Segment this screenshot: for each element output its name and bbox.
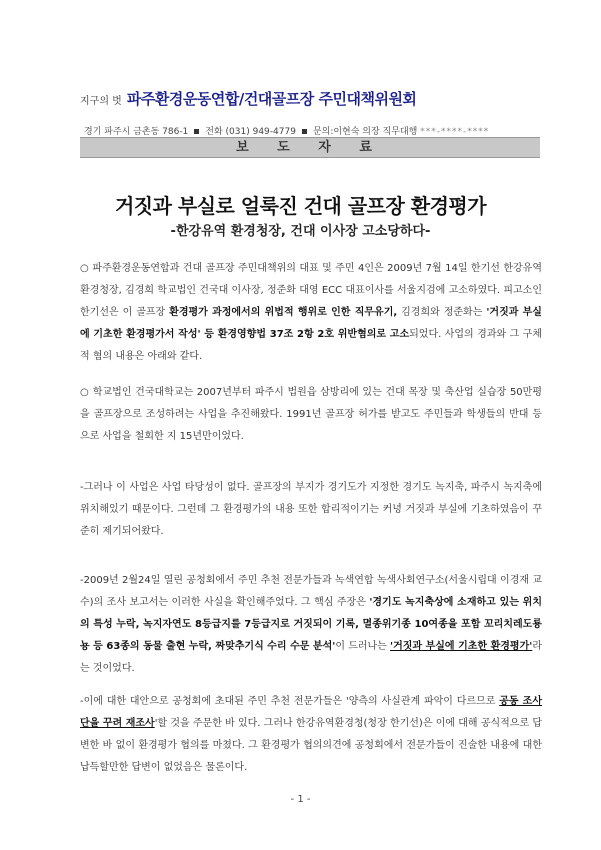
page-number: - 1 - (290, 794, 311, 805)
contact-masked: ***-****-**** (420, 127, 490, 137)
square-bullet-icon (302, 129, 307, 134)
paragraph-2: ○ 학교법인 건국대학교는 2007년부터 파주시 법원읍 삼방리에 있는 건대 목장 및 축산업 실습장 50만평을 골프장으로 조성하려는 사업을 추진해왔다. 1991년 골프장 허가를 받고도 주민들과 학생들의 반대 등으로 사업을 철회한 지 15년만이었다. (80, 387, 542, 442)
paragraph-3: -그러나 이 사업은 사업 타당성이 없다. 골프장의 부지가 경기도가 지정한 경기도 녹지축, 파주시 녹지축에 위치해있기 때문이다. 그런데 그 환경평가의 내용 또한 합리적이기는 커녕 거짓과 부실에 기초하였음이 꾸준히 제기되어왔다. (80, 482, 542, 537)
paragraph-4 (80, 570, 542, 680)
contact-text: 문의:이현숙 의장 직무대행 (312, 127, 418, 137)
paragraph-text: 김경희와 정준화는 (397, 307, 487, 318)
paragraph-text: '할 것을 주문한 바 있다. 그러나 한강유역환경청(청장 한기선)은 이에 대해 공식적으로 답변한 바 없이 환경평가 협의를 마쳤다. 그 환경평가 협의의견에 공청회에서 전문가들이 진술한 내용에 대한 납득할만한 답변이 없었음은 물론이다. (80, 718, 542, 773)
organization-header (80, 88, 540, 110)
paragraph-text: -이에 대한 대안으로 공청회에 초대된 주민 추천 전문가들은 '양측의 사실관계 파악이 다르므로 (80, 696, 500, 707)
paragraph-1 (80, 258, 542, 368)
address-text: 경기 파주시 금촌동 786-1 (84, 127, 189, 137)
underlined-emphasis-text: 공동 조사단을 꾸려 재조사 (80, 696, 542, 729)
underlined-emphasis-text: '거짓과 부실에 기초한 환경평가' (390, 641, 533, 652)
document-subtitle: -한강유역 환경청장, 건대 이사장 고소당하다- (170, 224, 431, 239)
press-release-banner: 보 도 자 료 (80, 137, 540, 158)
paragraph-text: 이 드러나는 (335, 641, 391, 652)
paragraph-text: 되었다. 사업의 경과와 그 구체적 혐의 내용은 아래와 같다. (80, 329, 542, 362)
paragraph-text: ○ 파주환경운동연합과 건대 골프장 주민대책위의 대표 및 주민 4인은 2009년 7월 14일 한기선 한강유역환경청장, 김경희 학교법인 건국대 이사장, 정준화 대영 ECC 대표이사를 서울지검에 고소하였다. 피고소인 한기선은 이 골프장 (80, 263, 542, 318)
emphasis-text: 환경평가 과정에서의 위법적 행위로 인한 직무유기, (169, 307, 398, 318)
emphasis-text: '경기도 녹지축상에 소재하고 있는 위치의 특성 누락, 녹지자연도 8등급지를 7등급지로 거짓되이 기록, 멸종위기종 10여종을 포함 꼬리치레도룡뇽 등 63종의 동물 출현 누락, 짜맞추기식 수리 수문 분석' (80, 597, 542, 652)
org-name: 파주환경운동연합/건대골프장 주민대책위원회 (126, 90, 417, 108)
contact-line (84, 124, 544, 137)
phone-text: 전화 (031) 949-4779 (205, 127, 296, 137)
document-title: 거짓과 부실로 얼룩진 건대 골프장 환경평가 (114, 194, 487, 218)
emphasis-text: '거짓과 부실에 기초한 환경평가서 작성' 등 환경영향법 37조 2항 2호 위반혐의로 고소 (80, 307, 542, 340)
org-prefix: 지구의 벗 (80, 96, 122, 107)
square-bullet-icon (194, 129, 199, 134)
paragraph-5 (80, 691, 542, 779)
paragraph-text: -2009년 2월24일 열린 공청회에서 주민 추천 전문가들과 녹색연합 녹색사회연구소(서울시립대 이경재 교수)의 조사 보고서는 이러한 사실을 확인해주었다. 그 핵심 주장은 (80, 575, 542, 608)
paragraph-text: 라는 것이었다. (80, 641, 542, 674)
